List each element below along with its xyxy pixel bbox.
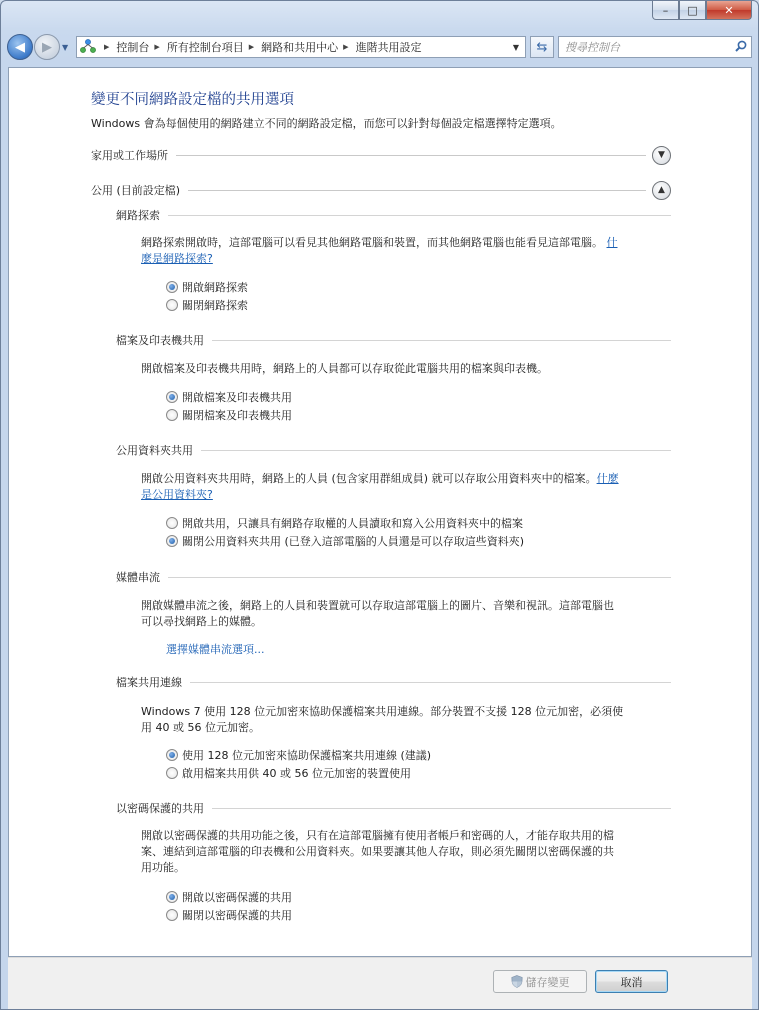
uac-shield-icon [511,975,523,988]
description-text: 開啟媒體串流之後，網路上的人員和裝置就可以存取這部電腦上的圖片、音樂和視訊。這部電腦也 [141,599,614,612]
radio-button[interactable] [166,767,178,779]
page-title: 變更不同網路設定檔的共用選項 [91,92,294,108]
radio-public-folder-off[interactable] [166,533,524,549]
save-changes-button[interactable] [493,970,587,993]
breadcrumb-item-advanced-sharing[interactable]: 進階共用設定 [355,41,422,54]
chevron-right-icon: ▶ [104,43,110,51]
forward-button[interactable]: ▶ [34,34,60,60]
radio-public-folder-on[interactable] [166,515,523,531]
section-header: 檔案共用連線 [116,676,182,689]
divider [201,450,671,451]
description-text: 案、連結到這部電腦的印表機和公用資料夾。如果要讓其他人存取，則必須先關閉以密碼保護的共 [141,845,614,858]
chevron-right-icon[interactable]: ▶ [343,43,349,51]
divider [168,577,671,578]
network-discovery-description [141,235,666,267]
radio-discovery-off[interactable] [166,297,248,313]
radio-label[interactable]: 開啟共用，只讓具有網路存取權的人員讀取和寫入公用資料夾中的檔案 [182,517,523,530]
section-password-protected-sharing [116,800,671,816]
radio-password-on[interactable] [166,889,292,905]
close-button[interactable]: ✕ [706,1,752,20]
breadcrumb-item-control-panel[interactable]: 控制台 [116,41,150,54]
chevron-down-icon[interactable]: ▼ [652,146,671,165]
section-network-discovery [116,207,671,223]
section-media-streaming [116,569,671,585]
section-header: 檔案及印表機共用 [116,334,204,347]
divider [168,215,671,216]
divider [176,155,646,156]
profile-public-label: 公用 (目前設定檔) [91,184,181,197]
minimize-button[interactable]: – [652,1,679,20]
description-text: 開啟公用資料夾共用時，網路上的人員 (包含家用群組成員) 就可以存取公用資料夾中的檔案。 [141,472,597,485]
cancel-label: 取消 [620,975,643,989]
radio-label[interactable]: 開啟網路探索 [182,281,248,294]
radio-encryption-128[interactable] [166,747,431,763]
divider [212,340,671,341]
description-text: 用 40 或 56 位元加密。 [141,721,260,734]
radio-button[interactable] [166,391,178,403]
refresh-button[interactable] [530,36,554,58]
chevron-right-icon[interactable]: ▶ [248,43,255,51]
radio-label[interactable]: 關閉檔案及印表機共用 [182,409,292,422]
save-changes-label: 儲存變更 [525,975,570,989]
description-text: 可以尋找網路上的媒體。 [141,615,262,628]
radio-password-off[interactable] [166,907,292,923]
search-input[interactable] [565,41,731,54]
media-streaming-options-container [166,641,265,657]
description-text: 用功能。 [141,861,185,874]
description-text: 網路探索開啟時，這部電腦可以看見其他網路電腦和裝置，而其他網路電腦也能看見這部電腦。 [141,236,603,249]
section-public-folder-sharing [116,442,671,458]
radio-file-printer-on[interactable] [166,389,292,405]
what-is-network-discovery-link[interactable]: 麼是網路探索? [141,252,213,265]
radio-label[interactable]: 關閉公用資料夾共用 (已登入這部電腦的人員還是可以存取這些資料夾) [182,535,525,548]
what-is-network-discovery-link[interactable]: 什 [606,236,618,249]
divider [190,682,671,683]
radio-button[interactable] [166,909,178,921]
section-header: 網路探索 [116,209,160,222]
section-header: 公用資料夾共用 [116,444,193,457]
what-is-public-folder-link[interactable]: 什麼 [596,472,619,485]
description-text: 開啟以密碼保護的共用功能之後，只有在這部電腦擁有使用者帳戶和密碼的人，才能存取共用的檔 [141,829,614,842]
radio-label[interactable]: 啟用檔案共用供 40 或 56 位元加密的裝置使用 [182,767,411,780]
radio-encryption-40-56[interactable] [166,765,411,781]
radio-label[interactable]: 關閉以密碼保護的共用 [182,909,292,922]
radio-button[interactable] [166,281,178,293]
back-button[interactable]: ◀ [7,34,33,60]
chevron-up-icon[interactable]: ▲ [652,181,671,200]
profile-home-label: 家用或工作場所 [91,149,168,162]
chevron-right-icon[interactable]: ▶ [154,43,160,51]
radio-button[interactable] [166,299,178,311]
description-text: Windows 7 使用 128 位元加密來協助保護檔案共用連線。部分裝置不支援 128 位元加密，必須使 [141,705,624,718]
radio-discovery-on[interactable] [166,279,248,295]
radio-button[interactable] [166,535,178,547]
section-file-printer-sharing [116,332,671,348]
page-description: Windows 會為每個使用的網路建立不同的網路設定檔，而您可以針對每個設定檔選擇特定選項。 [91,117,562,130]
radio-button[interactable] [166,409,178,421]
password-sharing-description [141,828,666,876]
profile-public-header[interactable] [91,180,671,200]
radio-label[interactable]: 關閉網路探索 [182,299,248,312]
search-box [558,36,752,58]
radio-button[interactable] [166,749,178,761]
radio-button[interactable] [166,891,178,903]
radio-label[interactable]: 使用 128 位元加密來協助保護檔案共用連線 (建議) [182,749,432,762]
radio-label[interactable]: 開啟以密碼保護的共用 [182,891,292,904]
section-file-sharing-connections [116,674,671,690]
encryption-description [141,704,666,736]
footer-bar [8,957,752,1009]
section-header: 媒體串流 [116,571,160,584]
radio-file-printer-off[interactable] [166,407,292,423]
search-icon[interactable] [731,40,751,55]
file-printer-description: 開啟檔案及印表機共用時，網路上的人員都可以存取從此電腦共用的檔案與印表機。 [141,362,548,375]
radio-label[interactable]: 開啟檔案及印表機共用 [182,391,292,404]
breadcrumb-item-network-center[interactable]: 網路和共用中心 [261,41,339,54]
cancel-button[interactable] [595,970,668,993]
refresh-icon: ⇆ [536,39,548,55]
public-folder-description [141,471,666,503]
address-history-dropdown[interactable]: ▼ [512,42,520,52]
content-pane [8,67,752,957]
caption-buttons [652,1,752,20]
maximize-button[interactable]: □ [679,1,706,20]
divider [188,190,646,191]
address-bar[interactable] [76,36,526,58]
recent-pages-dropdown[interactable]: ▼ [62,42,69,52]
radio-button[interactable] [166,517,178,529]
section-header: 以密碼保護的共用 [116,802,204,815]
choose-media-streaming-options-link[interactable]: 選擇媒體串流選項... [166,643,265,656]
network-icon [77,39,99,56]
breadcrumb-item-all-items[interactable]: 所有控制台項目 [166,41,244,54]
profile-home-header[interactable] [91,145,671,165]
breadcrumb [99,39,422,55]
navigation-bar [7,31,752,63]
divider [212,808,671,809]
what-is-public-folder-link[interactable]: 是公用資料夾? [141,488,213,501]
media-streaming-description [141,598,666,630]
